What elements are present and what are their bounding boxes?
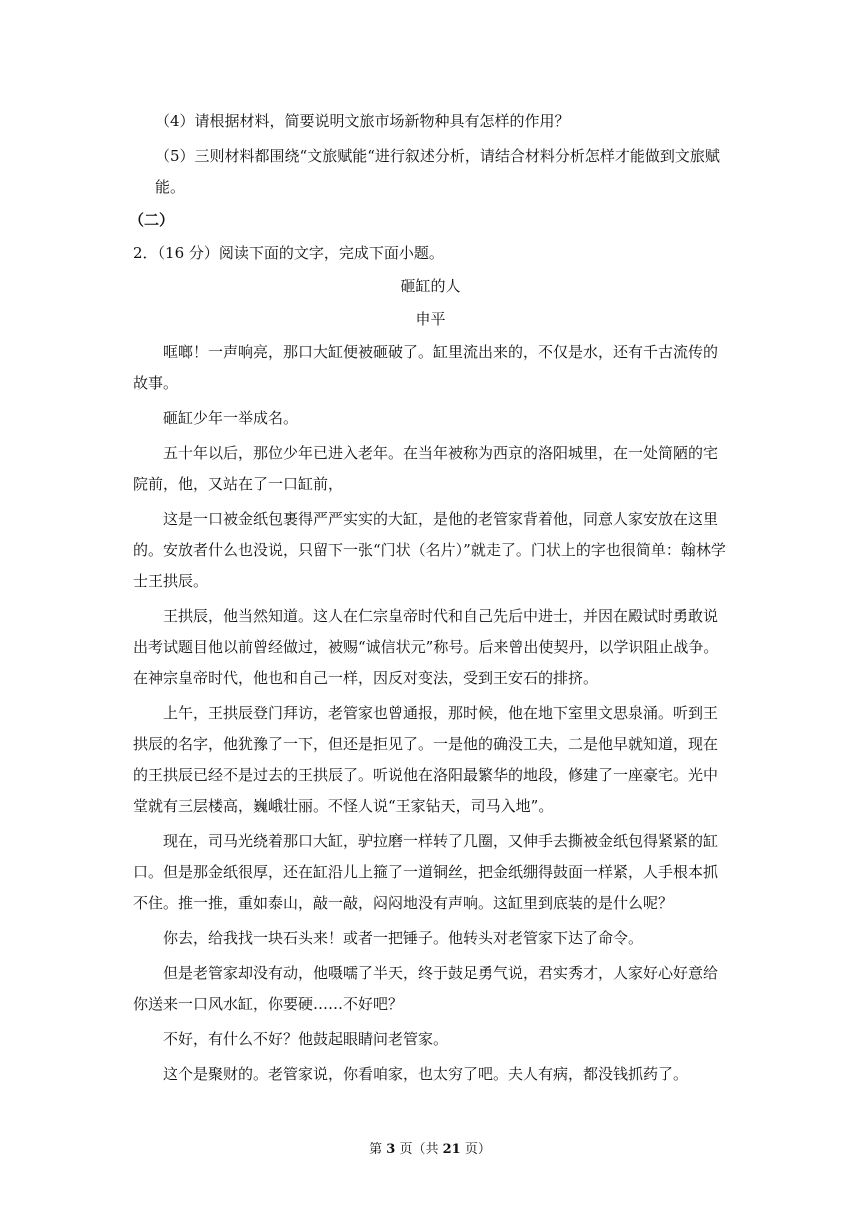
article-author: 申平 xyxy=(415,310,446,328)
article-paragraph: 这个是聚财的。老管家说，你看咱家，也太穷了吧。夫人有病，都没钱抓药了。 xyxy=(163,1065,689,1083)
article-paragraph: 现在，司马光绕着那口大缸，驴拉磨一样转了几圈，又伸手去撕被金纸包得紧紧的缸口。但是那金纸很厚，还在缸沿儿上箍了一道铜丝，把金纸绷得鼓面一样紧，人手根本抓不住。推一推，重如泰山，敲一敲，闷闷地没有声响。这缸里到底装的是什么呢？ xyxy=(133,832,719,912)
footer-page-number: 3 xyxy=(386,1142,396,1157)
article-paragraph: 王拱辰，他当然知道。这人在仁宗皇帝时代和自己先后中进士，并因在殿试时勇敢说出考试题目他以前曾经做过，被赐“诚信状元”称号。后来曾出使契丹，以学识阻止战争。在神宗皇帝时代，他也和自己一样，因反对变法，受到王安石的排挤。 xyxy=(133,607,719,687)
footer-prefix: 第 xyxy=(369,1142,387,1157)
question-2-prompt: 2．（16 分）阅读下面的文字，完成下面小题。 xyxy=(133,244,444,262)
article-paragraph: 上午，王拱辰登门拜访，老管家也曾通报，那时候，他在地下室里文思泉涌。听到王拱辰的名字，他犹豫了一下，但还是拒见了。一是他的确没工夫，二是他早就知道，现在的王拱辰已经不是过去的王拱辰了。听说他在洛阳最繁华的地段，修建了一座豪宅。光中堂就有三层楼高，巍峨壮丽。不怪人说“王家钻天，司马入地”。 xyxy=(133,704,719,815)
footer-suffix: 页） xyxy=(460,1142,491,1157)
subquestion-4: （4）请根据材料，简要说明文旅市场新物种具有怎样的作用？ xyxy=(155,112,570,130)
subquestion-5: （5）三则材料都围绕“文旅赋能“进行叙述分析，请结合材料分析怎样才能做到文旅赋能。 xyxy=(155,147,720,196)
article-paragraph: 不好，有什么不好？他鼓起眼睛问老管家。 xyxy=(163,1030,449,1048)
article-paragraph: 砸缸少年一举成名。 xyxy=(163,409,299,427)
article-paragraph: 五十年以后，那位少年已进入老年。在当年被称为西京的洛阳城里，在一处简陋的宅院前，他，又站在了一口缸前， xyxy=(133,444,719,493)
article-paragraph: 哐啷！一声响亮，那口大缸便被砸破了。缸里流出来的，不仅是水，还有千古流传的故事。 xyxy=(133,343,719,392)
article-paragraph: 这是一口被金纸包裹得严严实实的大缸，是他的老管家背着他，同意人家安放在这里的。安放者什么也没说，只留下一张“门状（名片）”就走了。门状上的字也很简单：翰林学士王拱辰。 xyxy=(133,510,726,590)
article-paragraph: 你去，给我找一块石头来！或者一把锤子。他转头对老管家下达了命令。 xyxy=(163,929,644,947)
footer-total-pages: 21 xyxy=(442,1142,461,1157)
page-footer xyxy=(0,1141,860,1159)
section-label: （二） xyxy=(129,211,175,229)
footer-middle: 页（共 xyxy=(395,1142,443,1157)
page-content xyxy=(129,106,728,1090)
article-paragraph: 但是老管家却没有动，他嗫嚅了半天，终于鼓足勇气说，君实秀才，人家好心好意给你送来一口风水缸，你要硬……不好吧？ xyxy=(133,964,719,1013)
article-title: 砸缸的人 xyxy=(400,277,461,295)
